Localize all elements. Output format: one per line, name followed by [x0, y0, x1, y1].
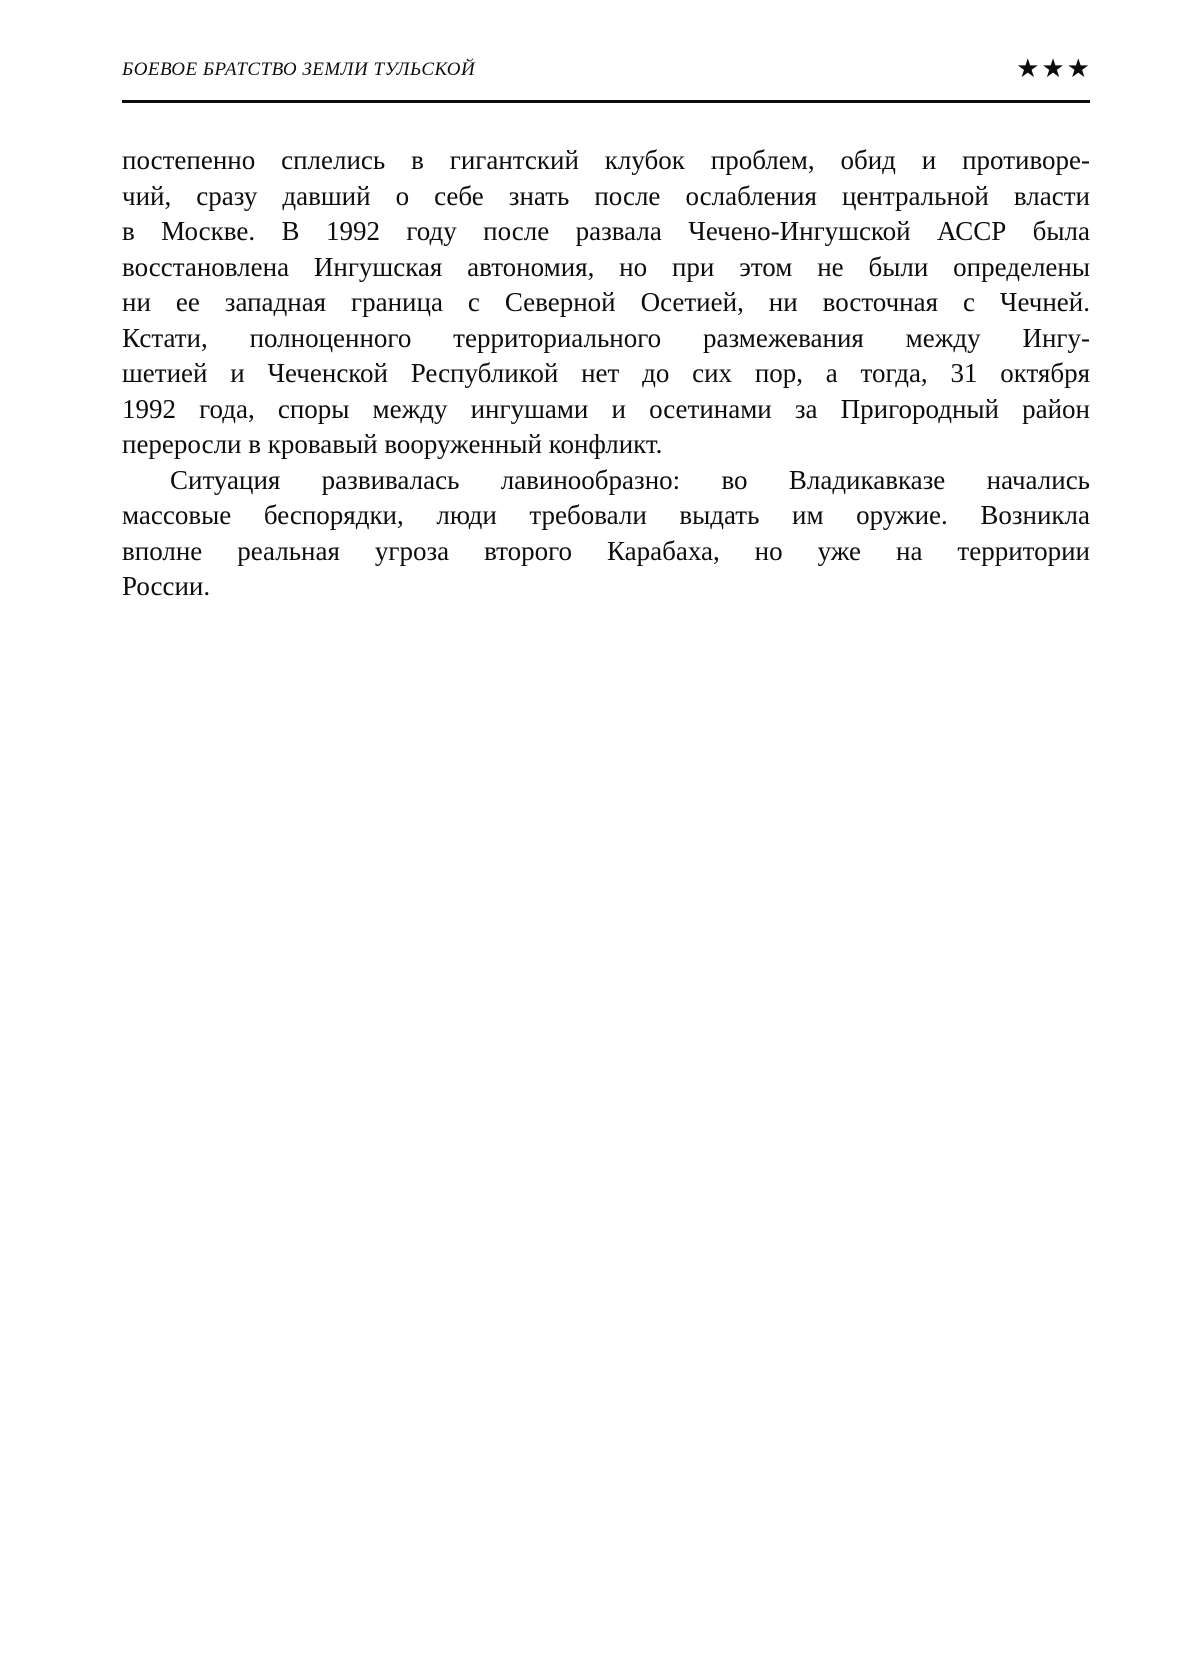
- running-title: БОЕВОЕ БРАТСТВО ЗЕМЛИ ТУЛЬСКОЙ: [122, 59, 476, 81]
- text-line: восстановлена Ингушская автономия, но при этом не были определены: [122, 251, 1090, 282]
- text-line: переросли в кровавый вооруженный конфликт.: [122, 429, 663, 459]
- text-line: чий, сразу давший о себе знать после ослабления центральной власти: [122, 180, 1090, 211]
- text-line: 1992 года, споры между ингушами и осетинами за Пригородный район: [122, 393, 1090, 424]
- text-line: постепенно сплелись в гигантский клубок проблем, обид и противоре-: [122, 145, 1090, 175]
- text-line: Кстати, полноценного территориального размежевания между Ингу-: [122, 322, 1090, 353]
- text-line: Ситуация развивалась лавинообразно: во Владикавказе начались: [170, 464, 1090, 495]
- stars-ornament: ★★★: [1016, 54, 1092, 84]
- running-header: [122, 56, 1090, 82]
- text-line: шетией и Чеченской Республикой нет до сих пор, а тогда, 31 октября: [122, 358, 1090, 388]
- text-line: России.: [122, 571, 211, 601]
- text-line: вполне реальная угроза второго Карабаха, но уже на территории: [122, 535, 1090, 566]
- text-line: массовые беспорядки, люди требовали выдать им оружие. Возникла: [122, 500, 1090, 530]
- header-rule: [122, 100, 1090, 103]
- paragraph: [122, 463, 1090, 605]
- text-line: в Москве. В 1992 году после развала Чечено-Ингушской АССР была: [122, 216, 1090, 246]
- paragraph: [122, 143, 1090, 463]
- text-line: ни ее западная граница с Северной Осетией, ни восточная с Чечней.: [122, 287, 1090, 317]
- body-text: [122, 143, 1090, 605]
